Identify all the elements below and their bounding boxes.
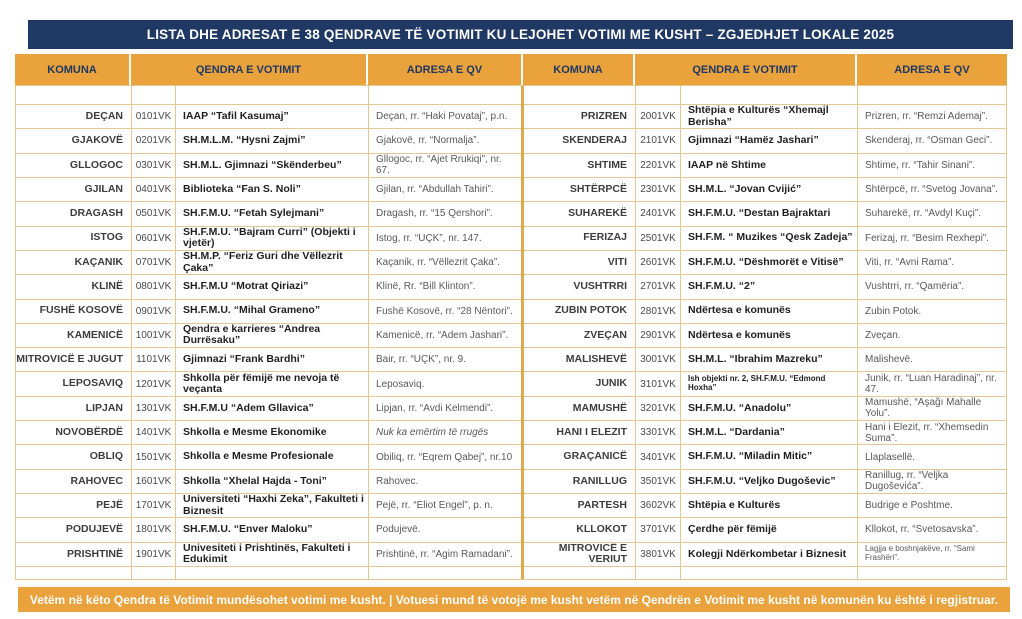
qendra-cell: Shkolla për fëmijë me nevoja të veçanta xyxy=(176,372,369,395)
table-row xyxy=(524,396,1006,420)
code-cell: 2801VK xyxy=(636,300,681,323)
table-row xyxy=(16,274,521,298)
table-right-half xyxy=(524,86,1006,579)
table-row xyxy=(16,420,521,444)
adresa-cell: Klinë, Rr. “Bill Klinton”. xyxy=(376,281,476,293)
empty-cell xyxy=(636,86,681,104)
adresa-cell: Shtërpcë, rr. “Svetog Jovana”. xyxy=(865,184,998,196)
code-cell: 3801VK xyxy=(636,543,681,566)
empty-cell xyxy=(176,86,369,104)
komuna-cell: GJAKOVË xyxy=(16,129,132,152)
code-cell: 1901VK xyxy=(132,543,176,566)
komuna-cell: ZVEÇAN xyxy=(524,324,636,347)
komuna-cell: RAHOVEC xyxy=(16,470,132,493)
qendra-cell: Ndërtesa e komunës xyxy=(681,324,858,347)
qendra-cell: SH.F.M.U “Motrat Qiriazi” xyxy=(176,275,369,298)
header-qendra-left: QENDRA E VOTIMIT xyxy=(131,54,368,85)
code-cell: 1101VK xyxy=(132,348,176,371)
empty-cell xyxy=(858,86,1006,104)
table-row xyxy=(16,323,521,347)
table-row xyxy=(16,542,521,566)
adresa-cell: Zveçan. xyxy=(865,329,901,341)
table-row xyxy=(524,153,1006,177)
qendra-cell: SH.F.M.U. “Anadolu” xyxy=(681,397,858,420)
code-cell: 1701VK xyxy=(132,494,176,517)
adresa-cell: Podujevë. xyxy=(376,524,421,536)
table-row xyxy=(16,371,521,395)
code-cell: 0701VK xyxy=(132,251,176,274)
qendra-cell: Gjimnazi “Hamëz Jashari” xyxy=(681,129,858,152)
code-cell: 0601VK xyxy=(132,227,176,250)
adresa-cell: Prizren, rr. “Remzi Ademaj”. xyxy=(865,111,988,123)
table-row xyxy=(16,517,521,541)
code-cell: 2601VK xyxy=(636,251,681,274)
adresa-cell: Budrige e Poshtme. xyxy=(865,500,953,512)
header-komuna-left: KOMUNA xyxy=(15,54,131,85)
table-row xyxy=(524,104,1006,128)
table-row xyxy=(16,201,521,225)
adresa-cell: Ferizaj, rr. “Besim Rexhepi”. xyxy=(865,232,989,244)
code-cell: 0501VK xyxy=(132,202,176,225)
komuna-cell: MITROVICË E JUGUT xyxy=(16,348,132,371)
komuna-cell: PRISHTINË xyxy=(16,543,132,566)
code-cell: 3401VK xyxy=(636,445,681,468)
header-adresa-right: ADRESA E QV xyxy=(894,63,970,76)
komuna-cell: PARTESH xyxy=(524,494,636,517)
code-cell: 2501VK xyxy=(636,227,681,250)
adresa-cell: Bair, rr. “UÇK”, nr. 9. xyxy=(376,354,467,366)
komuna-cell: OBLIQ xyxy=(16,445,132,468)
qendra-cell: IAAP në Shtime xyxy=(681,154,858,177)
qendra-cell: Universiteti “Haxhi Zeka”, Fakulteti i Biznesit xyxy=(176,494,369,517)
adresa-cell: Dragash, rr. “15 Qershori”. xyxy=(376,208,493,220)
code-cell: 1501VK xyxy=(132,445,176,468)
table-row xyxy=(16,104,521,128)
code-cell: 1201VK xyxy=(132,372,176,395)
code-cell: 0201VK xyxy=(132,129,176,152)
table-row xyxy=(524,274,1006,298)
qendra-cell: SH.F.M.U. “2” xyxy=(681,275,858,298)
table-row xyxy=(524,542,1006,566)
komuna-cell: RANILLUG xyxy=(524,470,636,493)
empty-cell xyxy=(524,86,636,104)
adresa-cell: Prishtinë, rr. “Agim Ramadani”. xyxy=(376,548,513,560)
table-header xyxy=(15,54,1007,85)
adresa-cell: Hani i Elezit, rr. “Xhemsedin Suma”. xyxy=(865,421,989,444)
table-row xyxy=(524,371,1006,395)
table-row xyxy=(524,420,1006,444)
komuna-cell: LIPJAN xyxy=(16,397,132,420)
qendra-cell: SH.F.M.U. “Dëshmorët e Vitisë” xyxy=(681,251,858,274)
adresa-cell: Shtime, rr. “Tahir Sinani”. xyxy=(865,159,976,171)
komuna-cell: GJILAN xyxy=(16,178,132,201)
empty-cell xyxy=(681,86,858,104)
empty-cell xyxy=(176,567,369,579)
qendra-cell: SH.M.L. “Jovan Cvijić” xyxy=(681,178,858,201)
empty-cell xyxy=(16,567,132,579)
qendra-cell: SH.M.L.M. “Hysni Zajmi” xyxy=(176,129,369,152)
qendra-cell: Biblioteka “Fan S. Noli” xyxy=(176,178,369,201)
qendra-cell: SH.M.L. “Dardania” xyxy=(681,421,858,444)
qendra-cell: SH.M.L. “Ibrahim Mazreku” xyxy=(681,348,858,371)
komuna-cell: NOVOBËRDË xyxy=(16,421,132,444)
komuna-cell: VUSHTRRI xyxy=(524,275,636,298)
empty-cell xyxy=(636,567,681,579)
empty-cell xyxy=(132,567,176,579)
komuna-cell: SHTËRPCË xyxy=(524,178,636,201)
qendra-cell: SH.F.M.U “Adem Gllavica” xyxy=(176,397,369,420)
qendra-cell: Shkolla “Xhelal Hajda - Toni” xyxy=(176,470,369,493)
komuna-cell: DRAGASH xyxy=(16,202,132,225)
table-row xyxy=(524,444,1006,468)
code-cell: 3301VK xyxy=(636,421,681,444)
table-row xyxy=(524,347,1006,371)
adresa-cell: Llaplasellë. xyxy=(865,451,916,463)
komuna-cell: SHTIME xyxy=(524,154,636,177)
adresa-cell: Viti, rr. “Avni Rama”. xyxy=(865,257,955,269)
adresa-cell: Nuk ka emërtim të rrugës xyxy=(376,427,489,439)
adresa-cell: Suharekë, rr. “Avdyl Kuçi”. xyxy=(865,208,981,220)
komuna-cell: SKENDERAJ xyxy=(524,129,636,152)
table-row xyxy=(16,444,521,468)
code-cell: 0801VK xyxy=(132,275,176,298)
code-cell: 2001VK xyxy=(636,105,681,128)
code-cell: 2301VK xyxy=(636,178,681,201)
komuna-cell: FERIZAJ xyxy=(524,227,636,250)
table-row xyxy=(524,250,1006,274)
adresa-cell: Kamenicë, rr. “Adem Jashari”. xyxy=(376,329,509,341)
qendra-cell: Shkolla e Mesme Ekonomike xyxy=(176,421,369,444)
komuna-cell: ZUBIN POTOK xyxy=(524,300,636,323)
adresa-cell: Pejë, rr. “Eliot Engel”, p. n. xyxy=(376,500,493,512)
komuna-cell: MALISHEVË xyxy=(524,348,636,371)
adresa-cell: Skenderaj, rr. “Osman Geci”. xyxy=(865,135,993,147)
adresa-cell: Mamushë, “Aşağı Mahalle Yolu”. xyxy=(865,397,982,420)
code-cell: 1801VK xyxy=(132,518,176,541)
table-row xyxy=(16,226,521,250)
code-cell: 2201VK xyxy=(636,154,681,177)
adresa-cell: Deçan, rr. “Haki Povataj”, p.n. xyxy=(376,111,508,123)
code-cell: 2101VK xyxy=(636,129,681,152)
table-row xyxy=(524,128,1006,152)
komuna-cell: LEPOSAVIQ xyxy=(16,372,132,395)
table-row xyxy=(524,517,1006,541)
table-row xyxy=(16,177,521,201)
table-row xyxy=(524,201,1006,225)
komuna-cell: KAÇANIK xyxy=(16,251,132,274)
qendra-cell: SH.F.M.U. “Mihal Grameno” xyxy=(176,300,369,323)
komuna-cell: DEÇAN xyxy=(16,105,132,128)
table-row xyxy=(524,226,1006,250)
adresa-cell: Malishevë. xyxy=(865,354,913,366)
footer-note: Vetëm në këto Qendra të Votimit mundësohet votimi me kusht. | Votuesi mund të votojë me kusht vetëm në Qendrën e Votimit me kusht në komunën ku është i regjistruar. xyxy=(18,587,1010,612)
code-cell: 0901VK xyxy=(132,300,176,323)
qendra-cell: IAAP “Tafil Kasumaj” xyxy=(176,105,369,128)
empty-cell xyxy=(681,567,858,579)
table-row xyxy=(16,250,521,274)
adresa-cell: Gllogoc, rr. “Ajet Rrukiqi”, nr. 67. xyxy=(376,154,502,177)
empty-cell xyxy=(524,567,636,579)
code-cell: 1601VK xyxy=(132,470,176,493)
table-row xyxy=(16,493,521,517)
adresa-cell: Lipjan, rr. “Avdi Kelmendi”. xyxy=(376,402,494,414)
komuna-cell: MAMUSHË xyxy=(524,397,636,420)
komuna-cell: FUSHË KOSOVË xyxy=(16,300,132,323)
qendra-cell: SH.M.P. “Feriz Guri dhe Vëllezrit Çaka” xyxy=(176,251,369,274)
adresa-cell: Vushtrri, rr. “Qamëria”. xyxy=(865,281,965,293)
table-row xyxy=(524,177,1006,201)
table-row xyxy=(524,469,1006,493)
qendra-cell: Shtëpia e Kulturës xyxy=(681,494,858,517)
empty-row xyxy=(524,86,1006,104)
qendra-cell: Çerdhe për fëmijë xyxy=(681,518,858,541)
empty-cell xyxy=(16,86,132,104)
komuna-cell: PODUJEVË xyxy=(16,518,132,541)
code-cell: 0301VK xyxy=(132,154,176,177)
table-row xyxy=(524,299,1006,323)
komuna-cell: PRIZREN xyxy=(524,105,636,128)
adresa-cell: Leposaviq. xyxy=(376,378,425,390)
code-cell: 3501VK xyxy=(636,470,681,493)
adresa-cell: Kllokot, rr. “Svetosavska”. xyxy=(865,524,979,536)
header-komuna-right: KOMUNA xyxy=(523,54,635,85)
table-row xyxy=(16,469,521,493)
adresa-cell: Junik, rr. “Luan Haradinaj”, nr. 47. xyxy=(865,373,997,396)
komuna-cell: MITROVICË E VERIUT xyxy=(524,543,636,566)
table-row xyxy=(16,128,521,152)
qendra-cell: Gjimnazi “Frank Bardhi” xyxy=(176,348,369,371)
qendra-cell: SH.F.M.U. “Enver Maloku” xyxy=(176,518,369,541)
qendra-cell: SH.F.M.U. “Destan Bajraktari xyxy=(681,202,858,225)
code-cell: 0101VK xyxy=(132,105,176,128)
komuna-cell: HANI I ELEZIT xyxy=(524,421,636,444)
empty-row xyxy=(524,566,1006,579)
qendra-cell: Kolegji Ndërkombetar i Biznesit xyxy=(681,543,858,566)
table-row xyxy=(16,153,521,177)
komuna-cell: KAMENICË xyxy=(16,324,132,347)
komuna-cell: ISTOG xyxy=(16,227,132,250)
qendra-cell: SH.F.M.U. “Fetah Sylejmani” xyxy=(176,202,369,225)
qendra-cell: SH.M.L. Gjimnazi “Skënderbeu” xyxy=(176,154,369,177)
empty-cell xyxy=(132,86,176,104)
komuna-cell: VITI xyxy=(524,251,636,274)
komuna-cell: GRAÇANICË xyxy=(524,445,636,468)
code-cell: 3701VK xyxy=(636,518,681,541)
komuna-cell: GLLOGOC xyxy=(16,154,132,177)
empty-row xyxy=(16,566,521,579)
page-title: LISTA DHE ADRESAT E 38 QENDRAVE TË VOTIMIT KU LEJOHET VOTIMI ME KUSHT – ZGJEDHJET LOKALE 2025 xyxy=(28,20,1013,49)
code-cell: 3001VK xyxy=(636,348,681,371)
adresa-cell: Gjilan, rr. “Abdullah Tahiri”. xyxy=(376,184,494,196)
qendra-cell: Shtëpia e Kulturës “Xhemajl Berisha” xyxy=(681,105,858,128)
table-row xyxy=(16,299,521,323)
code-cell: 2701VK xyxy=(636,275,681,298)
komuna-cell: KLINË xyxy=(16,275,132,298)
adresa-cell: Istog, rr. “UÇK”, nr. 147. xyxy=(376,232,482,244)
table-row xyxy=(524,323,1006,347)
qendra-cell: SH.F.M.U. “Miladin Mitic” xyxy=(681,445,858,468)
qendra-cell: Ndërtesa e komunës xyxy=(681,300,858,323)
code-cell: 0401VK xyxy=(132,178,176,201)
table-row xyxy=(16,396,521,420)
qendra-cell: Shkolla e Mesme Profesionale xyxy=(176,445,369,468)
code-cell: 3101VK xyxy=(636,372,681,395)
code-cell: 1301VK xyxy=(132,397,176,420)
adresa-cell: Rahovec. xyxy=(376,475,419,487)
qendra-cell: SH.F.M.U. “Veljko Dugoševic” xyxy=(681,470,858,493)
empty-cell xyxy=(858,567,1006,579)
komuna-cell: PEJË xyxy=(16,494,132,517)
empty-row xyxy=(16,86,521,104)
table-left-half xyxy=(16,86,524,579)
code-cell: 3602VK xyxy=(636,494,681,517)
komuna-cell: KLLOKOT xyxy=(524,518,636,541)
adresa-cell: Ranillug, rr. “Veljka Dugoševića”. xyxy=(865,470,949,493)
adresa-cell: Zubin Potok. xyxy=(865,305,922,317)
code-cell: 2401VK xyxy=(636,202,681,225)
komuna-cell: SUHAREKË xyxy=(524,202,636,225)
adresa-cell: Gjakovë, rr. “Normalja”. xyxy=(376,135,480,147)
code-cell: 3201VK xyxy=(636,397,681,420)
empty-cell xyxy=(369,86,521,104)
table-row xyxy=(16,347,521,371)
table-row xyxy=(524,493,1006,517)
code-cell: 1401VK xyxy=(132,421,176,444)
adresa-cell: Lagjja e boshnjakëve, rr. “Sami Frashëri”. xyxy=(865,544,975,563)
adresa-cell: Obiliq, rr. “Eqrem Qabej”, nr.10 xyxy=(376,451,513,463)
adresa-cell: Fushë Kosovë, rr. “28 Nëntori”. xyxy=(376,305,513,317)
qendra-cell: Qendra e karrieres “Andrea Durrësaku” xyxy=(176,324,369,347)
empty-cell xyxy=(369,567,521,579)
adresa-cell: Kaçanik, rr. “Vëllezrit Çaka”. xyxy=(376,257,500,269)
code-cell: 1001VK xyxy=(132,324,176,347)
voting-centers-table xyxy=(15,85,1007,580)
header-qendra-right: QENDRA E VOTIMIT xyxy=(635,54,857,85)
qendra-cell: Univesiteti i Prishtinës, Fakulteti i Edukimit xyxy=(176,543,369,566)
komuna-cell: JUNIK xyxy=(524,372,636,395)
qendra-cell: Ish objekti nr. 2, SH.F.M.U. “Edmond Hoxha” xyxy=(681,372,858,395)
qendra-cell: SH.F.M. “ Muzikes “Qesk Zadeja” xyxy=(681,227,858,250)
header-adresa-left: ADRESA E QV xyxy=(368,54,523,85)
code-cell: 2901VK xyxy=(636,324,681,347)
qendra-cell: SH.F.M.U. “Bajram Curri” (Objekti i vjetër) xyxy=(176,227,369,250)
